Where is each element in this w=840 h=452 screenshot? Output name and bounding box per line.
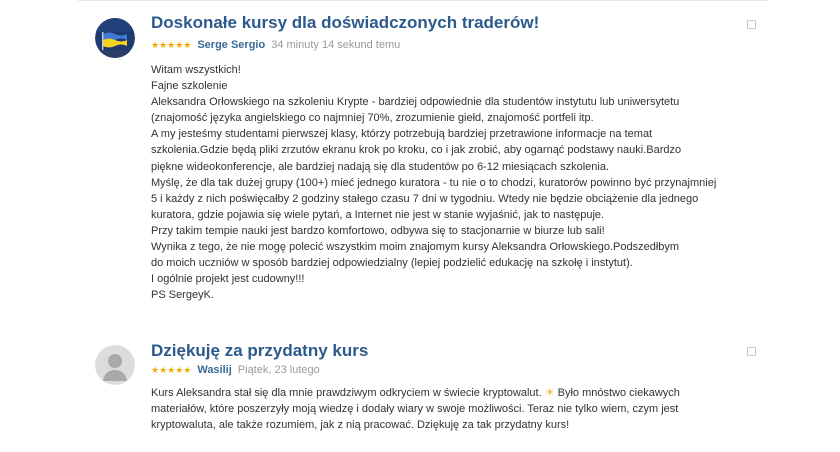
review-line: Wynika z tego, że nie mogę polecić wszystkim moim znajomym kursy Aleksandra Orłowskiego.Podszedłbym xyxy=(151,241,680,254)
review-line: Przy takim tempie nauki jest bardzo komfortowo, odbywa się to stacjonarnie w biurze lub sali! xyxy=(151,224,605,237)
review-line: Witam wszystkich! xyxy=(151,64,241,76)
review-line: materiałów, które poszerzyły moją wiedzę i dodały wiary w swoje możliwości. Teraz nie tylko wiem, czym jest xyxy=(151,403,679,416)
review-line: A my jesteśmy studentami pierwszej klasy, którzy potrzebują bardziej przetrawione informacje na temat xyxy=(151,128,653,141)
review-text: Kurs Aleksandra stał się dla mnie prawdziwym odkryciem w świecie kryptowalut. xyxy=(151,387,542,399)
sun-icon: ☀ xyxy=(544,387,555,399)
rating-stars: ★★★★★ xyxy=(151,40,192,50)
review-line: szkolenia.Gdzie będą pliki zrzutów ekranu krok po kroku, co i jak zrobić, aby ogarnąć podstawy nauki.Bardzo xyxy=(151,144,682,157)
report-checkbox[interactable] xyxy=(747,347,756,356)
avatar[interactable] xyxy=(95,345,135,385)
review-date: Piątek, 23 lutego xyxy=(237,364,320,376)
avatar[interactable] xyxy=(95,18,135,58)
review-meta xyxy=(151,364,320,376)
review-line: Fajne szkolenie xyxy=(151,80,228,93)
review-line: kuratora, gdzie pojawia się wiele pytań, a Internet nie jest w stanie wyjaśnić, jak to następuje. xyxy=(151,208,605,221)
review-line xyxy=(151,385,680,401)
top-divider xyxy=(78,0,768,1)
review-line: Aleksandra Orłowskiego na szkoleniu Krypte - bardziej odpowiednie dla studentów instytutu lub uniwersytetu xyxy=(151,96,680,109)
rating-stars: ★★★★★ xyxy=(151,365,192,375)
review-line: 5 i każdy z nich poświęcałby 2 godziny stałego czasu 7 dni w tygodniu. Wtedy nie będzie obciążenie dla jednego xyxy=(151,192,699,205)
review-line: kryptowaluta, ale także rozumiem, jak z nią pracować. Dziękuję za tak przydatny kurs! xyxy=(151,419,570,432)
review-line: I ogólnie projekt jest cudowny!!! xyxy=(151,273,305,286)
review-line: do moich uczniów w sposób bardziej odpowiedzialny (lepiej podzielić edukację na szkołę i instytut). xyxy=(151,257,633,270)
review-line: PS SergeyK. xyxy=(151,289,214,302)
review-text: Było mnóstwo ciekawych xyxy=(557,387,680,399)
review-author[interactable]: Wasilij xyxy=(197,364,232,376)
review-title[interactable]: Doskonałe kursy dla doświadczonych traderów! xyxy=(151,13,540,32)
report-checkbox[interactable] xyxy=(747,20,756,29)
review-line: (znajomość języka angielskiego co najmniej 70%, zrozumienie giełd, znajomość portfeli itp. xyxy=(151,112,594,125)
review-author[interactable]: Serge Sergio xyxy=(197,39,266,51)
review-date: 34 minuty 14 sekund temu xyxy=(271,39,401,51)
user-placeholder-icon xyxy=(95,345,135,385)
avatar-ukraine-flag-icon xyxy=(95,18,135,58)
review-body xyxy=(151,62,716,303)
review-line: Myślę, że dla tak dużej grupy (100+) mieć jednego kuratora - tu nie o to chodzi, kuratorów powinno być przynajmniej xyxy=(151,176,717,189)
review-meta xyxy=(151,39,400,51)
review-line: piękne wideokonferencje, ale bardziej nadają się dla studentów po 6-12 miesiącach szkolenia. xyxy=(151,160,610,173)
review-body xyxy=(151,385,680,433)
review-title[interactable]: Dziękuję za przydatny kurs xyxy=(151,341,369,360)
